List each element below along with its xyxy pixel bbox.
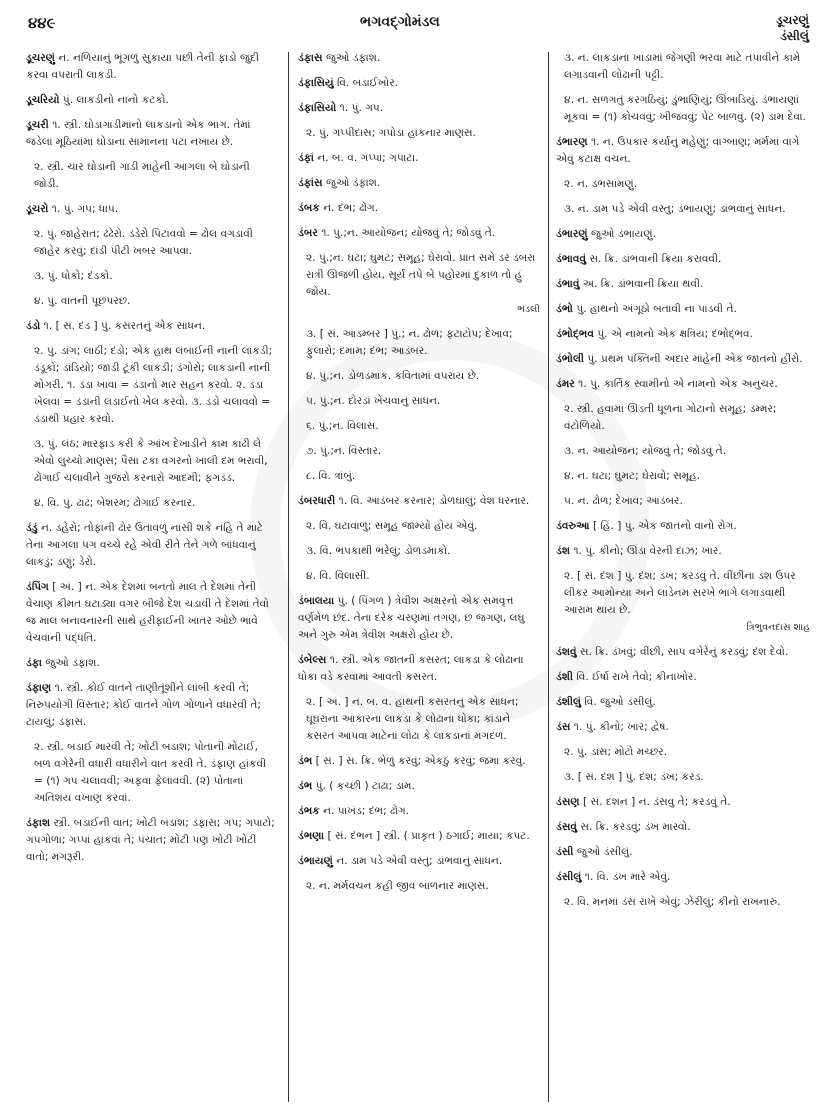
definition: ૧. સ્ત્રી. ઘોડાગાડીમાંનો લાકડાનો એક ભાગ. તેમાં જડેલાં મૂઠિયાંમાં ઘોડાના સામાનના પટા નખાય છે. [26, 119, 251, 148]
dictionary-entry [298, 225, 540, 242]
dictionary-entry [298, 200, 540, 217]
dictionary-entry [556, 376, 810, 393]
headword: ડંવરુઆ [556, 520, 590, 532]
headword: ડંભો [556, 303, 573, 315]
dictionary-entry [26, 739, 276, 807]
definition: ૪. પું. વાતની પૂછપરછ. [34, 295, 131, 307]
definition: પું. એ નામનો એક ક્ષત્રિય; દંભોદ્ભવ. [597, 328, 753, 340]
dictionary-entry [298, 878, 540, 895]
definition: ન. પાખંડ; દંભ; ઢોંગ. [323, 805, 410, 817]
headword: ડંભાયણું [298, 855, 333, 867]
dictionary-entry [556, 276, 810, 293]
definition: ૨. સ્ત્રી. હવામાં ઊડતી ધૂળના ગોટાનો સમૂહ; ડમ્મર; વંટોળિયો. [564, 403, 777, 432]
headword: ડંડો [26, 320, 41, 332]
definition: ૪. ન. ઘટા; ઘુમટ; ઘેરાવો; સમૂહ. [564, 470, 701, 482]
definition: ન. ડામ પડે એવી વસ્તુ; ડાંભવાનું સાધન. [336, 855, 503, 867]
dictionary-entry [26, 201, 276, 218]
headword: ડંફાસિયો [298, 102, 337, 114]
headword: ડૂચરો [26, 203, 49, 215]
headword: ડંબાલયા [298, 595, 335, 607]
dictionary-entry [556, 401, 810, 435]
headword: ડંસીલું [556, 871, 582, 883]
headword: ડંડું [26, 522, 38, 534]
dictionary-entry [556, 134, 810, 168]
headword: ડંભણા [298, 830, 325, 842]
headword: ડંફા [26, 657, 42, 669]
definition: ન. બ. વ. ગપ્પાં; ગપાટા. [317, 152, 419, 164]
dictionary-entry [26, 92, 276, 109]
dictionary-entry [26, 520, 276, 571]
dictionary-entry [556, 543, 810, 560]
dictionary-entry [298, 175, 540, 192]
headword: ડંફાંસ [298, 177, 323, 189]
definition: ૧. વિ. આડંબર કરનાર; ડોળઘાલું; વેશ ધરનાર. [338, 495, 530, 507]
guide-word-first: ડૂચરણું [776, 13, 809, 27]
definition: જુઓ ડંફાશ. [45, 657, 100, 669]
definition: ૧. ન. ઉપકાર કર્યાનું મહેણું; વાગ્બાણ; મર્મમાં વાગે એવું કટાક્ષ વચન. [556, 136, 800, 165]
definition: જુઓ ડંફાશ. [325, 52, 381, 64]
dictionary-entry [26, 117, 276, 151]
definition: ૬. પું.;ન. વિલાસ. [306, 420, 379, 432]
definition: પું. પ્રથમ પંક્તિની અદાર માંહેની એક જાતનો હીરો. [587, 353, 803, 365]
definition: ૨. [ અં. ] ન. બ. વ. હાથની કસરતનું એક સાધન; ઘૂઘરાના આકારના લાકડા કે લોઢાના ધોકા; કાંડાને કસરત આપવા માટેનાં લોઢા કે લાકડાનાં મગદળ. [306, 696, 519, 742]
dictionary-entry [26, 226, 276, 260]
headword: ડંમર [556, 378, 575, 390]
column-2 [298, 50, 540, 903]
headword: ડંભાવવું [556, 253, 587, 265]
headword: ડંભ [298, 755, 313, 767]
definition: વિ. ઈર્ષા રાખે તેવો; કીનાખોર. [576, 671, 697, 683]
headword: ડંશીલું [556, 696, 582, 708]
dictionary-entry [556, 769, 810, 786]
dictionary-entry [556, 894, 810, 911]
dictionary-entry [298, 652, 540, 686]
definition: ૩. ન. ડામ પડે એવી વસ્તુ; ડંભાયણું; ડાંભવાનું સાધન. [564, 203, 786, 215]
definition: પું. ( કચ્છી ) ટાઢા; ડામ. [315, 780, 415, 792]
definition: [ અં. ] ન. એક દેશમાં બનતો માલ તે દેશમાં તેની વેચાણ કીમત ઘટાડ્યા વગર બીજે દેશ ચડાવી તે દેશમાં તેવો જ માલ બનાવનારની સાથે હરીફાઈની ખાતર ઓછે ભાવે વેચવાની પદ્ધતિ. [26, 581, 269, 644]
headword: ડંસવું [556, 821, 577, 833]
page-number: ૪૪૯ [28, 14, 56, 32]
definition: ૧. પું. ગપ; ધાપ. [51, 203, 119, 215]
dictionary-entry [556, 351, 810, 368]
headword: ડંભાવું [556, 278, 580, 290]
definition: ૧. વિ. ડંખ મારે એવું. [584, 871, 671, 883]
headword: ડંબક [298, 202, 320, 214]
column-divider [288, 52, 289, 1102]
dictionary-entry [298, 543, 540, 560]
dictionary-entry [26, 436, 276, 487]
headword: ડંસી [556, 846, 574, 858]
dictionary-entry [556, 493, 810, 510]
definition: ૧. [ સં. દંડ ] પું. કસરતનું એક સાધન. [43, 320, 206, 332]
definition: જુઓ ડંસીલું. [576, 846, 633, 858]
dictionary-entry [298, 568, 540, 585]
dictionary-entry [298, 593, 540, 644]
dictionary-entry [556, 226, 810, 243]
dictionary-entry [298, 778, 540, 795]
dictionary-entry [298, 125, 540, 142]
dictionary-entry [26, 159, 276, 193]
definition: ૪. વિ. વિલાસી. [306, 570, 370, 582]
guide-words [776, 12, 809, 44]
column-divider [548, 52, 549, 1102]
headword: ડંપિંગ [26, 581, 49, 593]
headword: ડંભક [298, 805, 320, 817]
definition: ન. ડહેરો; તોફાની ઢોર ઉતાવળું નાસી શકે નહિ તે માટે તેના આગલા પગ વચ્ચે રહે એવી રીતે તેને ગળે બાંધવાનું લાકડું; ડણું; ડેરો. [26, 522, 264, 568]
dictionary-entry [298, 326, 540, 360]
definition: [ હિં. ] પું. એક જાતનો વાનો રોગ. [593, 520, 737, 532]
definition: અ. ક્રિ. ડાંભવાની ક્રિયા થવી. [582, 278, 704, 290]
dictionary-entry [556, 844, 810, 861]
guide-word-last: ડંસીલું [780, 29, 809, 43]
definition: ૩. વિ. ભપકાથી ભરેલું; ડોળડમાકો. [306, 545, 451, 557]
dictionary-entry [26, 293, 276, 310]
definition: સ. ક્રિ. ડાંભવાની ક્રિયા કરાવવી. [589, 253, 722, 265]
dictionary-entry [298, 368, 540, 385]
dictionary-entry [26, 579, 276, 647]
dictionary-entry [298, 250, 540, 318]
definition: ૭. પું.;ન. વિસ્તાર. [306, 445, 382, 457]
dictionary-entry [556, 201, 810, 218]
definition: ૨. પું. ડાંસ; મોટો મચ્છર. [564, 746, 667, 758]
definition: ૨. સ્ત્રી. બડાઈ મારવી તે; ખોટી બડાશ; પોતાની મોટાઈ, બળ વગેરેની વધારી વધારીને વાત કરવી તે. ડંફાણ હાંકવી = (૧) ગપ ચલાવવી; અફવા ફેલાવવી. (૨) પોતાનાં અતિશય વખાણ કરવાં. [34, 741, 267, 804]
headword: ડંસ [556, 721, 571, 733]
definition: ૪. ન. સળગતું કરગઠિયું; ડુંભાણિયું; ઊંબાડિયું. ડંભાયણાં મૂકવાં = (૧) કોચવવું; ખીજવવું; પેટ બાળવું. (૨) ડામ દેવા. [564, 94, 806, 123]
definition: વિ. બડાઈખોર. [337, 77, 399, 89]
headword: ડંશ [556, 545, 570, 557]
definition: ૩. ન. લાકડાના ખાડામાં જેગણી ભરવા માટે તપાવીને કામે લગાડવાની લોઢાની પટ્ટી. [564, 52, 801, 81]
dictionary-entry [298, 828, 540, 845]
headword: ડંશી [556, 671, 574, 683]
dictionary-entry [298, 150, 540, 167]
definition: ૫. પું.;ન. દોરડાં ખેંચવાનું સાધન. [306, 395, 441, 407]
headword: ડંફાસિયું [298, 77, 334, 89]
headword: ડૂચરિયો [26, 94, 60, 106]
dictionary-entry [556, 819, 810, 836]
definition: ૨. વિ. ઘટાવાળું; સમૂહ જામ્યો હોય એવું. [306, 520, 478, 532]
dictionary-entry [26, 680, 276, 731]
column-1 [26, 50, 276, 874]
headword: ડૂચરી [26, 119, 49, 131]
dictionary-entry [298, 443, 540, 460]
dictionary-entry [26, 318, 276, 335]
dictionary-entry [556, 794, 810, 811]
dictionary-entry [298, 753, 540, 770]
definition: ૨. વિ. મનમાં ડંસ રાખે એવું; ઝેરીલું; કીનો રાખનારું. [564, 896, 781, 908]
headword: ડૂચરણું [26, 52, 56, 64]
dictionary-entry [298, 694, 540, 745]
definition: જુઓ ડંભાયણું. [590, 228, 657, 240]
headword: ડંભોદ્ભવ [556, 328, 594, 340]
definition: ૧. સ્ત્રી. એક જાતની કસરત; લાકડા કે લોઢાના ધોકા વડે કરવામાં આવતી કસરત. [298, 654, 524, 683]
definition: ન. દંભ; ઢોંગ. [323, 202, 379, 214]
headword: ડંભોલી [556, 353, 584, 365]
headword: ડંશવું [556, 646, 577, 658]
dictionary-entry [556, 468, 810, 485]
headword: ડંબેલ્સ [298, 654, 327, 666]
dictionary-entry [556, 301, 810, 318]
page-title: ભગવદ્ગોમંડલ [360, 14, 440, 30]
citation-source: ભડલી [517, 304, 540, 315]
definition: ૮. વિ. ત્રાંબું. [306, 470, 356, 482]
definition: ૧. પું. કીનો; ઊંડા વેરની દાઝ; ખાર. [573, 545, 722, 557]
dictionary-entry [26, 495, 276, 512]
headword: ડંફાં [298, 152, 314, 164]
dictionary-entry [298, 75, 540, 92]
headword: ડંબર [298, 227, 318, 239]
dictionary-entry [298, 493, 540, 510]
definition: પું. ( પિંગળ ) ત્રેવીશ અક્ષરનો એક સમવૃત્ત વર્ણમેળ છંદ. તેના દરેક ચરણમાં તગણ, છ જગણ, લઘુ અને ગુરુ એમ ત્રેવીશ અક્ષરો હોય છે. [298, 595, 525, 641]
definition: પું. હાથનો અંગૂઠો બતાવી ના પાડવી તે. [576, 303, 737, 315]
dictionary-entry [26, 268, 276, 285]
definition: સ. ક્રિ. કરડવું; ડંખ મારવો. [580, 821, 691, 833]
definition: જુઓ ડંફાશ. [325, 177, 381, 189]
definition: ૧. પું.;ન. આયોજન; યોજવું તે; જોડવું તે. [321, 227, 496, 239]
definition: ૩. પું. ધોકો; દંડકો. [34, 270, 113, 282]
dictionary-entry [298, 853, 540, 870]
dictionary-entry [556, 568, 810, 636]
definition: ૨. પું.;ન. ઘટા; ઘુમટ; સમૂહ; ઘેરાવો. પ્રાત સમે ડર ડંબરા રાત્રી ઊજળી હોય, સૂર્ય તપે બે પહોરમાં દુકાળ તો હું જોય. [306, 252, 536, 298]
dictionary-entry [556, 744, 810, 761]
definition: ૨. ન. ડભસામણું. [564, 178, 638, 190]
page-header [0, 0, 825, 50]
definition: ૪. પું.;ન. ડોળડમાક. કવિતામાં વપરાય છે. [306, 370, 480, 382]
definition: ૩. [ સં. દંશ ] પું. દંશ; ડંખ; કરડ. [564, 771, 704, 783]
definition: સ્ત્રી. બડાઈની વાત; ખોટી બડાશ; ડંફાસ; ગપ; ગપાટો; ગપગોળા; ગપ્પાં હાંકવાં તે; પંચાત; મોટી પણ ખોટી ખોટી વાતો; મગરૂરી. [26, 817, 275, 863]
definition: [ સં. ] સ. ક્રિ. ભેળું કરવું; એકઠું કરવું; જમા કરવું. [315, 755, 526, 767]
citation-source: ત્રિભુવનદાસ શાહ [746, 622, 810, 633]
definition: ૨. પું. ગપ્પીદાસ; ગપોડા હાંકનાર માણસ. [306, 127, 476, 139]
dictionary-entry [556, 326, 810, 343]
headword: ડંસણ [556, 796, 580, 808]
definition: ૧. પું. કાર્તિક સ્વામીનો એ નામનો એક અનુચર. [578, 378, 778, 390]
dictionary-entry [26, 815, 276, 866]
definition: ૨. પું. ડાંગ; લાઠી; દંડો; એક હાથ લંબાઈની નાની લાકડી; ડંડૂકો; ડાંડિયો; જાડી ટૂંકી લાકડી; ડંગોરો; લાકડાની નાની મોગરી. ૧. ડંડા ખાવા = ડંડાનો માર સહન કરવો. ૨. ડંડા ખેલવા = ડંડાની લડાઈનો ખેલ કરવો. ૩. ડંડો ચલાવવો = ડંડાથી પ્રહાર કરવો. [34, 345, 273, 425]
definition: ૨. ન. મર્મવચન કહી જીવ બાળનાર માણસ. [306, 880, 489, 892]
dictionary-entry [298, 418, 540, 435]
dictionary-entry [556, 518, 810, 535]
definition: ૩. પું. લંઠ; મારફાડ કરી કે આંખ દેખાડીને કામ કાઢી લે એવો લુચ્ચો માણસ; પૈસા ટકા વગરનો ખાલી દમ ભરાવી, ઢોંગાઈ ચલાવીને ગુજરો કરનારો આદમી; ફગડંડ. [34, 438, 268, 484]
definition: ૧. પું. કીનો; ખાર; દ્વેષ. [573, 721, 669, 733]
dictionary-entry [556, 869, 810, 886]
definition: ૧. પું. ગપ. [339, 102, 384, 114]
definition: ૨. [ સં. દંશ ] પું. દંશ; ડંખ; કરડવું તે. વીંછીના ડંશ ઉપર લીકર આમોન્યા અને લાડેનમ સરખે ભાગે લગાડવાથી આરામ થાય છે. [564, 570, 796, 616]
dictionary-entry [556, 50, 810, 84]
dictionary-entry [298, 393, 540, 410]
dictionary-entry [556, 251, 810, 268]
definition: વિ. જુઓ ડંસીલું. [584, 696, 656, 708]
definition: [ સં. દશન ] ન. ડંસવુ તે; કરડવું તે. [583, 796, 731, 808]
dictionary-entry [298, 468, 540, 485]
dictionary-entry [556, 669, 810, 686]
definition: ન. નળિયાનું ભૂંગળું સુકાયા પછી તેની ફાડો જુદી કરવા વપરાતી લાકડી. [26, 52, 259, 81]
headword: ડંબરધારી [298, 495, 336, 507]
dictionary-entry [556, 92, 810, 126]
dictionary-entry [298, 518, 540, 535]
dictionary-entry [26, 343, 276, 428]
definition: ૨. સ્ત્રી. ચાર ઘોડાની ગાડી માંહેની આગલા બે ઘોડાની જોડી. [34, 161, 250, 190]
headword: ડંફાસ [298, 52, 323, 64]
headword: ડંભારણ [556, 136, 588, 148]
definition: [ સં. દંભન ] સ્ત્રી. ( પ્રાકૃત ) ઠગાઈ; માયા; કપટ. [327, 830, 530, 842]
dictionary-entry [556, 644, 810, 661]
dictionary-entry [26, 50, 276, 84]
dictionary-entry [556, 694, 810, 711]
dictionary-entry [556, 443, 810, 460]
definition: ૫. ન. ઢોળ; દેખાવ; આડંબર. [564, 495, 683, 507]
definition: ૪. વિ. પું. ઢાઢ; બેશરમ; ઢોંગાઈ કરનાર. [34, 497, 196, 509]
headword: ડંભારણું [556, 228, 588, 240]
definition: ૧. સ્ત્રી. કોઈ વાતને તાણીતૂંશીને લાંબી કરવી તે; નિરુપયોગી વિસ્તાર; કોઈ વાતને ગોળ ગોળાને વધારવી તે; ટાયલું; ડંફાસ. [26, 682, 261, 728]
definition: ૩. ન. આયોજન; યોજવું તે; જોડવું તે. [564, 445, 727, 457]
definition: સ. ક્રિ. ડંખવું; વીંછી, સાપ વગેરેનું કરડવું; દંશ દેવો. [579, 646, 789, 658]
dictionary-entry [556, 719, 810, 736]
definition: પું. લાકડીનો નાનો કટકો. [62, 94, 169, 106]
dictionary-entry [298, 50, 540, 67]
dictionary-entry [298, 100, 540, 117]
headword: ડંફાણ [26, 682, 52, 694]
dictionary-entry [556, 176, 810, 193]
dictionary-entry [26, 655, 276, 672]
headword: ડંફાશ [26, 817, 51, 829]
dictionary-entry [298, 803, 540, 820]
definition: ૨. પું. જાહેરાત; ઢંઢેરો. ડંડેરો પિટાવવો = ઢોલ વગડાવી જાહેર કરવું; દાંડી પીટી ખબર આપવા. [34, 228, 253, 257]
headword: ડંભ [298, 780, 313, 792]
column-3 [556, 50, 810, 919]
definition: ૩. [ સં. આડમ્બર ] પું.; ન. ઢોળ; ફટાટોપ; દેખાવ; ફુલારો; દમામ; દંભ; આડંબર. [306, 328, 513, 357]
